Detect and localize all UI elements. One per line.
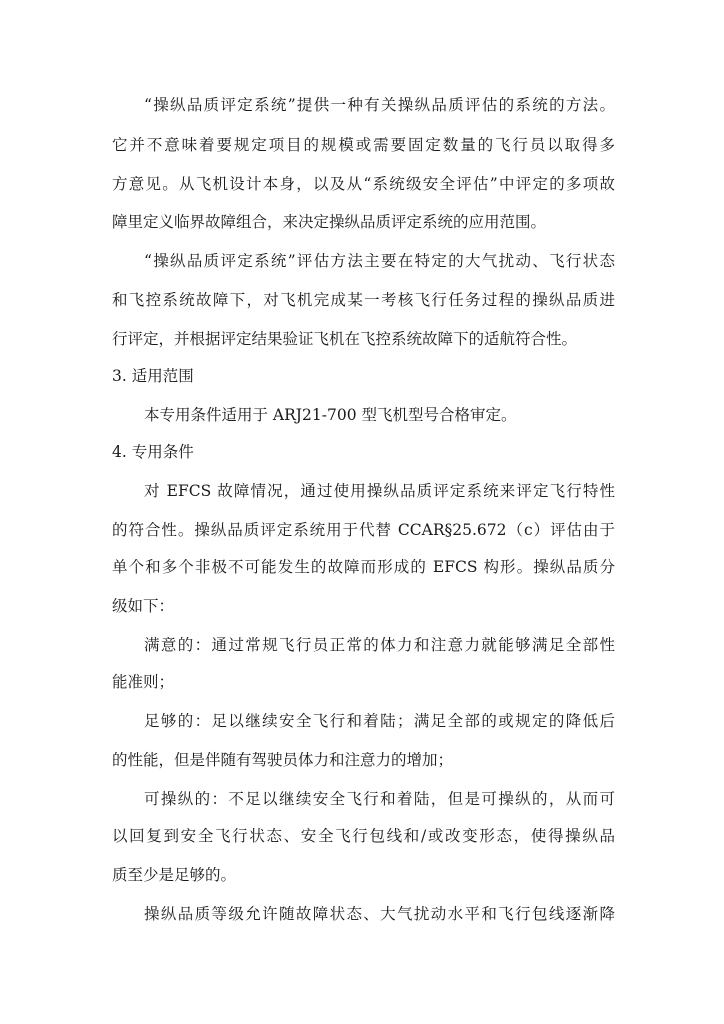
paragraph-6-line-2: 的性能，但是伴随有驾驶员体力和注意力的增加； [112,751,454,769]
paragraph-1-line-1: “操纵品质评定系统”提供一种有关操纵品质评估的系统的方法。 [144,96,615,114]
paragraph-4-line-2: 的符合性。操纵品质评定系统用于代替 CCAR§25.672（c）评估由于 [112,521,615,539]
paragraph-2-line-1: “操纵品质评定系统”评估方法主要在特定的大气扰动、飞行状态 [144,252,615,270]
paragraph-2-line-2: 和飞控系统故障下，对飞机完成某一考核飞行任务过程的操纵品质进 [112,291,615,309]
paragraph-3-line-1: 本专用条件适用于 ARJ21-700 型飞机型号合格审定。 [144,406,517,424]
paragraph-8-line-1: 操纵品质等级允许随故障状态、大气扰动水平和飞行包线逐渐降 [144,905,615,923]
paragraph-4-line-4: 级如下： [112,597,175,615]
paragraph-7-line-2: 以回复到安全飞行状态、安全飞行包线和/或改变形态，使得操纵品 [112,827,615,845]
paragraph-4-line-1: 对 EFCS 故障情况，通过使用操纵品质评定系统来评定飞行特性 [144,482,615,500]
paragraph-7-line-3: 质至少是足够的。 [112,866,237,884]
paragraph-7-line-1: 可操纵的：不足以继续安全飞行和着陆，但是可操纵的，从而可 [144,790,615,808]
paragraph-4-line-3: 单个和多个非极不可能发生的故障而形成的 EFCS 构形。操纵品质分 [112,558,615,576]
paragraph-1-line-2: 它并不意味着要规定项目的规模或需要固定数量的飞行员以取得多 [112,136,615,154]
section-heading-4: 4. 专用条件 [112,443,194,461]
paragraph-6-line-1: 足够的：足以继续安全飞行和着陆；满足全部的或规定的降低后 [144,712,615,730]
paragraph-1-line-3: 方意见。从飞机设计本身，以及从“系统级安全评估”中评定的多项故 [112,175,615,193]
paragraph-2-line-3: 行评定，并根据评定结果验证飞机在飞控系统故障下的适航符合性。 [112,330,578,348]
paragraph-1-line-4: 障里定义临界故障组合，来决定操纵品质评定系统的应用范围。 [112,213,547,231]
paragraph-5-line-1: 满意的：通过常规飞行员正常的体力和注意力就能够满足全部性 [144,636,615,654]
paragraph-5-line-2: 能准则； [112,673,175,691]
section-heading-3: 3. 适用范围 [112,367,194,385]
